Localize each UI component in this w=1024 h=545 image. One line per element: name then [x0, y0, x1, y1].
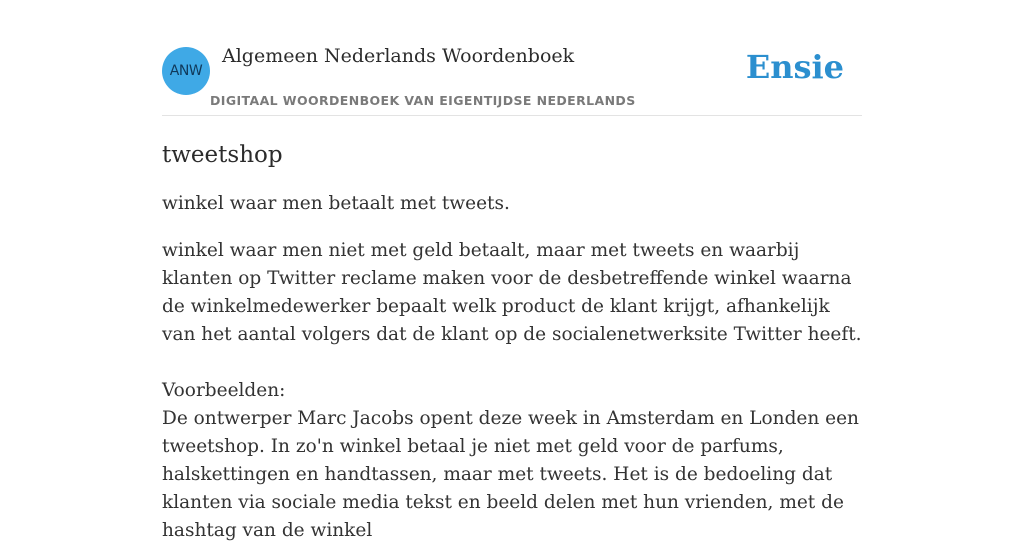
entry-headword: tweetshop [162, 142, 283, 168]
ensie-brand-link[interactable]: Ensie [745, 48, 844, 86]
examples-label: Voorbeelden: [162, 380, 286, 401]
site-header [162, 40, 862, 116]
site-subtitle: DIGITAAL WOORDENBOEK VAN EIGENTIJDSE NEDERLANDS [210, 93, 636, 108]
example-text: De ontwerper Marc Jacobs opent deze week in Amsterdam en Londen een tweetshop. In zo'n winkel betaal je niet met geld voor de parfums, halskettingen en handtassen, maar met tweets. Het is de bedoeling dat klanten via sociale media tekst en beeld delen met hun vrienden, met de hashtag van de winkel [162, 408, 859, 541]
entry-content [162, 138, 862, 545]
logo-text: ANW [169, 63, 203, 79]
site-title[interactable]: Algemeen Nederlands Woordenboek [222, 45, 575, 67]
anw-logo[interactable] [162, 47, 210, 95]
long-definition: winkel waar men niet met geld betaalt, maar met tweets en waarbij klanten op Twitter reclame maken voor de desbetreffende winkel waarna de winkelmedewerker bepaalt welk product de klant krijgt, afhankelijk van het aantal volgers dat de klant op de socialenetwerksite Twitter heeft. [162, 240, 862, 345]
short-definition: winkel waar men betaalt met tweets. [162, 193, 510, 214]
